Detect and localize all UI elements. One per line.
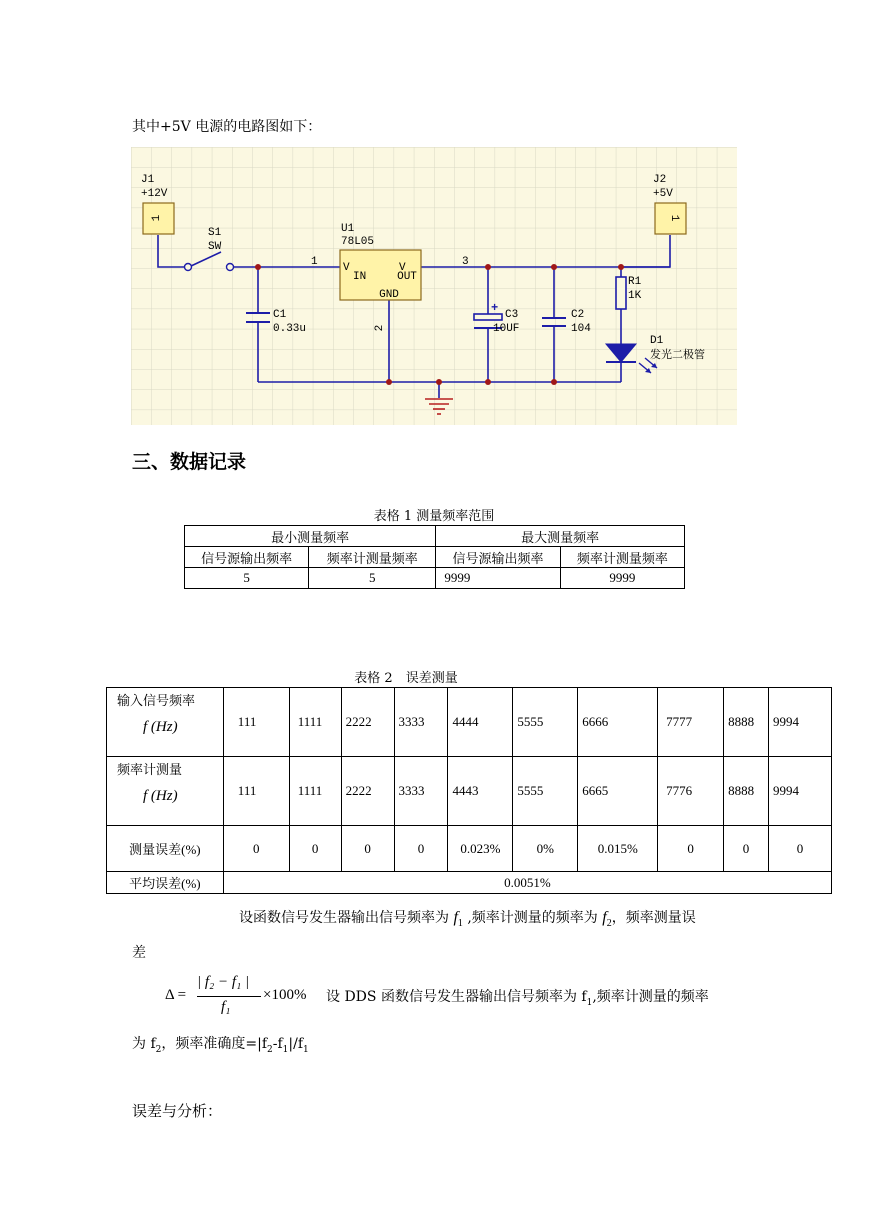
u1-vin-sub: IN [353, 271, 367, 283]
u1-ref: U1 [341, 223, 355, 235]
table2-cell: 0.023% [448, 826, 513, 872]
r1-resistor [616, 277, 626, 309]
table2-row-measured-header [107, 757, 224, 826]
table1-group-max: 最大测量频率 [436, 526, 685, 547]
c3-value: 10UF [493, 323, 520, 335]
table2-error-label: 测量误差(%) [107, 826, 224, 872]
intro-text: 其中+5V 电源的电路图如下： [132, 119, 322, 135]
c3-plus: + [491, 301, 499, 315]
u1-pin1: 1 [311, 256, 318, 268]
table2-cell: 9994 [769, 688, 832, 757]
r1-ref: R1 [628, 276, 642, 288]
table2-cell: 8888 [724, 757, 769, 826]
table2-cell: 111 [223, 757, 289, 826]
table1-group-min: 最小测量频率 [185, 526, 436, 547]
j2-ref: J2 [653, 174, 667, 186]
r1-value: 1K [628, 290, 642, 302]
s1-value: SW [208, 241, 222, 253]
table2-cell: 8888 [724, 688, 769, 757]
table1-caption: 表格 1 测量频率范围 [373, 509, 495, 524]
u1-gnd: GND [379, 289, 399, 301]
table2-cell: 9994 [769, 757, 832, 826]
table2-measured-label: 频率计测量 [117, 762, 183, 777]
table2-cell: 7776 [658, 757, 724, 826]
j2-pin: 1 [668, 214, 680, 222]
u1-vout-sub: OUT [397, 271, 417, 283]
table2-avg-value: 0.0051% [223, 872, 831, 894]
table2-row-input-header [107, 688, 224, 757]
formula-delta: Δ = [165, 987, 187, 1003]
table2-cell: 7777 [658, 688, 724, 757]
circuit-diagram [131, 147, 737, 425]
table2-input-unit: f (Hz) [143, 719, 178, 735]
table2-cell: 2222 [341, 757, 394, 826]
s1-ref: S1 [208, 227, 222, 239]
table2-caption: 表格 2 误差测量 [354, 671, 458, 686]
u1-value: 78L05 [341, 236, 375, 248]
table2-input-label: 输入信号频率 [117, 693, 196, 708]
table2-cell: 0 [658, 826, 724, 872]
u1-pin2: 2 [374, 324, 386, 332]
table2-cell: 3333 [394, 757, 448, 826]
table1-cell: 9999 [560, 568, 684, 589]
u1-vin: V [343, 262, 350, 274]
table1-subheader: 信号源输出频率 [185, 547, 309, 568]
table2-cell: 6666 [578, 688, 658, 757]
d1-ref: D1 [650, 335, 664, 347]
table2-cell: 4443 [448, 757, 513, 826]
table2-cell: 2222 [341, 688, 394, 757]
c2-value: 104 [571, 323, 591, 335]
table2-avg-label: 平均误差(%) [107, 872, 224, 894]
table2-cell: 0% [513, 826, 578, 872]
table2-cell: 5555 [513, 688, 578, 757]
u1-pin3: 3 [462, 256, 469, 268]
table2-cell: 0 [289, 826, 341, 872]
table2-measured-unit: f (Hz) [143, 788, 178, 804]
j1-ref: J1 [141, 174, 155, 186]
paragraph-definition: 设函数信号发生器输出信号频率为 $f_1$ ,频率计测量的频率为 $f_2$，频率测量误 [239, 909, 696, 929]
table2-cell: 0 [341, 826, 394, 872]
paragraph-definition-cont: 差 [132, 945, 146, 961]
section-heading: 三、数据记录 [132, 451, 247, 473]
table1-frequency-range [184, 525, 685, 589]
table2-cell: 0 [769, 826, 832, 872]
table2-error-measurement [106, 687, 832, 894]
table1-cell: 5 [309, 568, 436, 589]
formula-bar [197, 996, 261, 997]
table1-subheader: 信号源输出频率 [436, 547, 560, 568]
table2-cell: 1111 [289, 688, 341, 757]
formula-multiplier: ×100% [263, 987, 307, 1003]
grid-lines [131, 147, 737, 425]
table2-cell: 0.015% [578, 826, 658, 872]
j1-value: +12V [141, 188, 168, 200]
table2-cell: 1111 [289, 757, 341, 826]
error-formula [165, 974, 307, 1022]
table2-cell: 5555 [513, 757, 578, 826]
u1-vout: V [399, 262, 406, 274]
table2-cell: 6665 [578, 757, 658, 826]
analysis-heading: 误差与分析： [132, 1102, 223, 1120]
paragraph-accuracy: 为 $f_2$，频率准确度$=|f_2-f_1|/f_1$ [132, 1036, 309, 1055]
c3-ref: C3 [505, 309, 519, 321]
table2-cell: 111 [223, 688, 289, 757]
table2-cell: 0 [394, 826, 448, 872]
table1-subheader: 频率计测量频率 [560, 547, 684, 568]
table1-cell: 5 [185, 568, 309, 589]
paragraph-dds: 设 DDS 函数信号发生器输出信号频率为 $f_1$,频率计测量的频率 [326, 989, 709, 1008]
c2-ref: C2 [571, 309, 585, 321]
table2-cell: 0 [223, 826, 289, 872]
j2-value: +5V [653, 188, 673, 200]
table1-subheader: 频率计测量频率 [309, 547, 436, 568]
table2-cell: 4444 [448, 688, 513, 757]
table2-cell: 0 [724, 826, 769, 872]
formula-denominator: f₁ [221, 999, 231, 1015]
d1-value: 发光二极管 [650, 348, 705, 361]
formula-numerator: | f₂ − f₁ | [197, 974, 250, 990]
c1-ref: C1 [273, 309, 287, 321]
j1-pin: 1 [151, 214, 163, 222]
table2-cell: 3333 [394, 688, 448, 757]
table1-cell: 9999 [436, 568, 560, 589]
c1-value: 0.33u [273, 323, 307, 335]
